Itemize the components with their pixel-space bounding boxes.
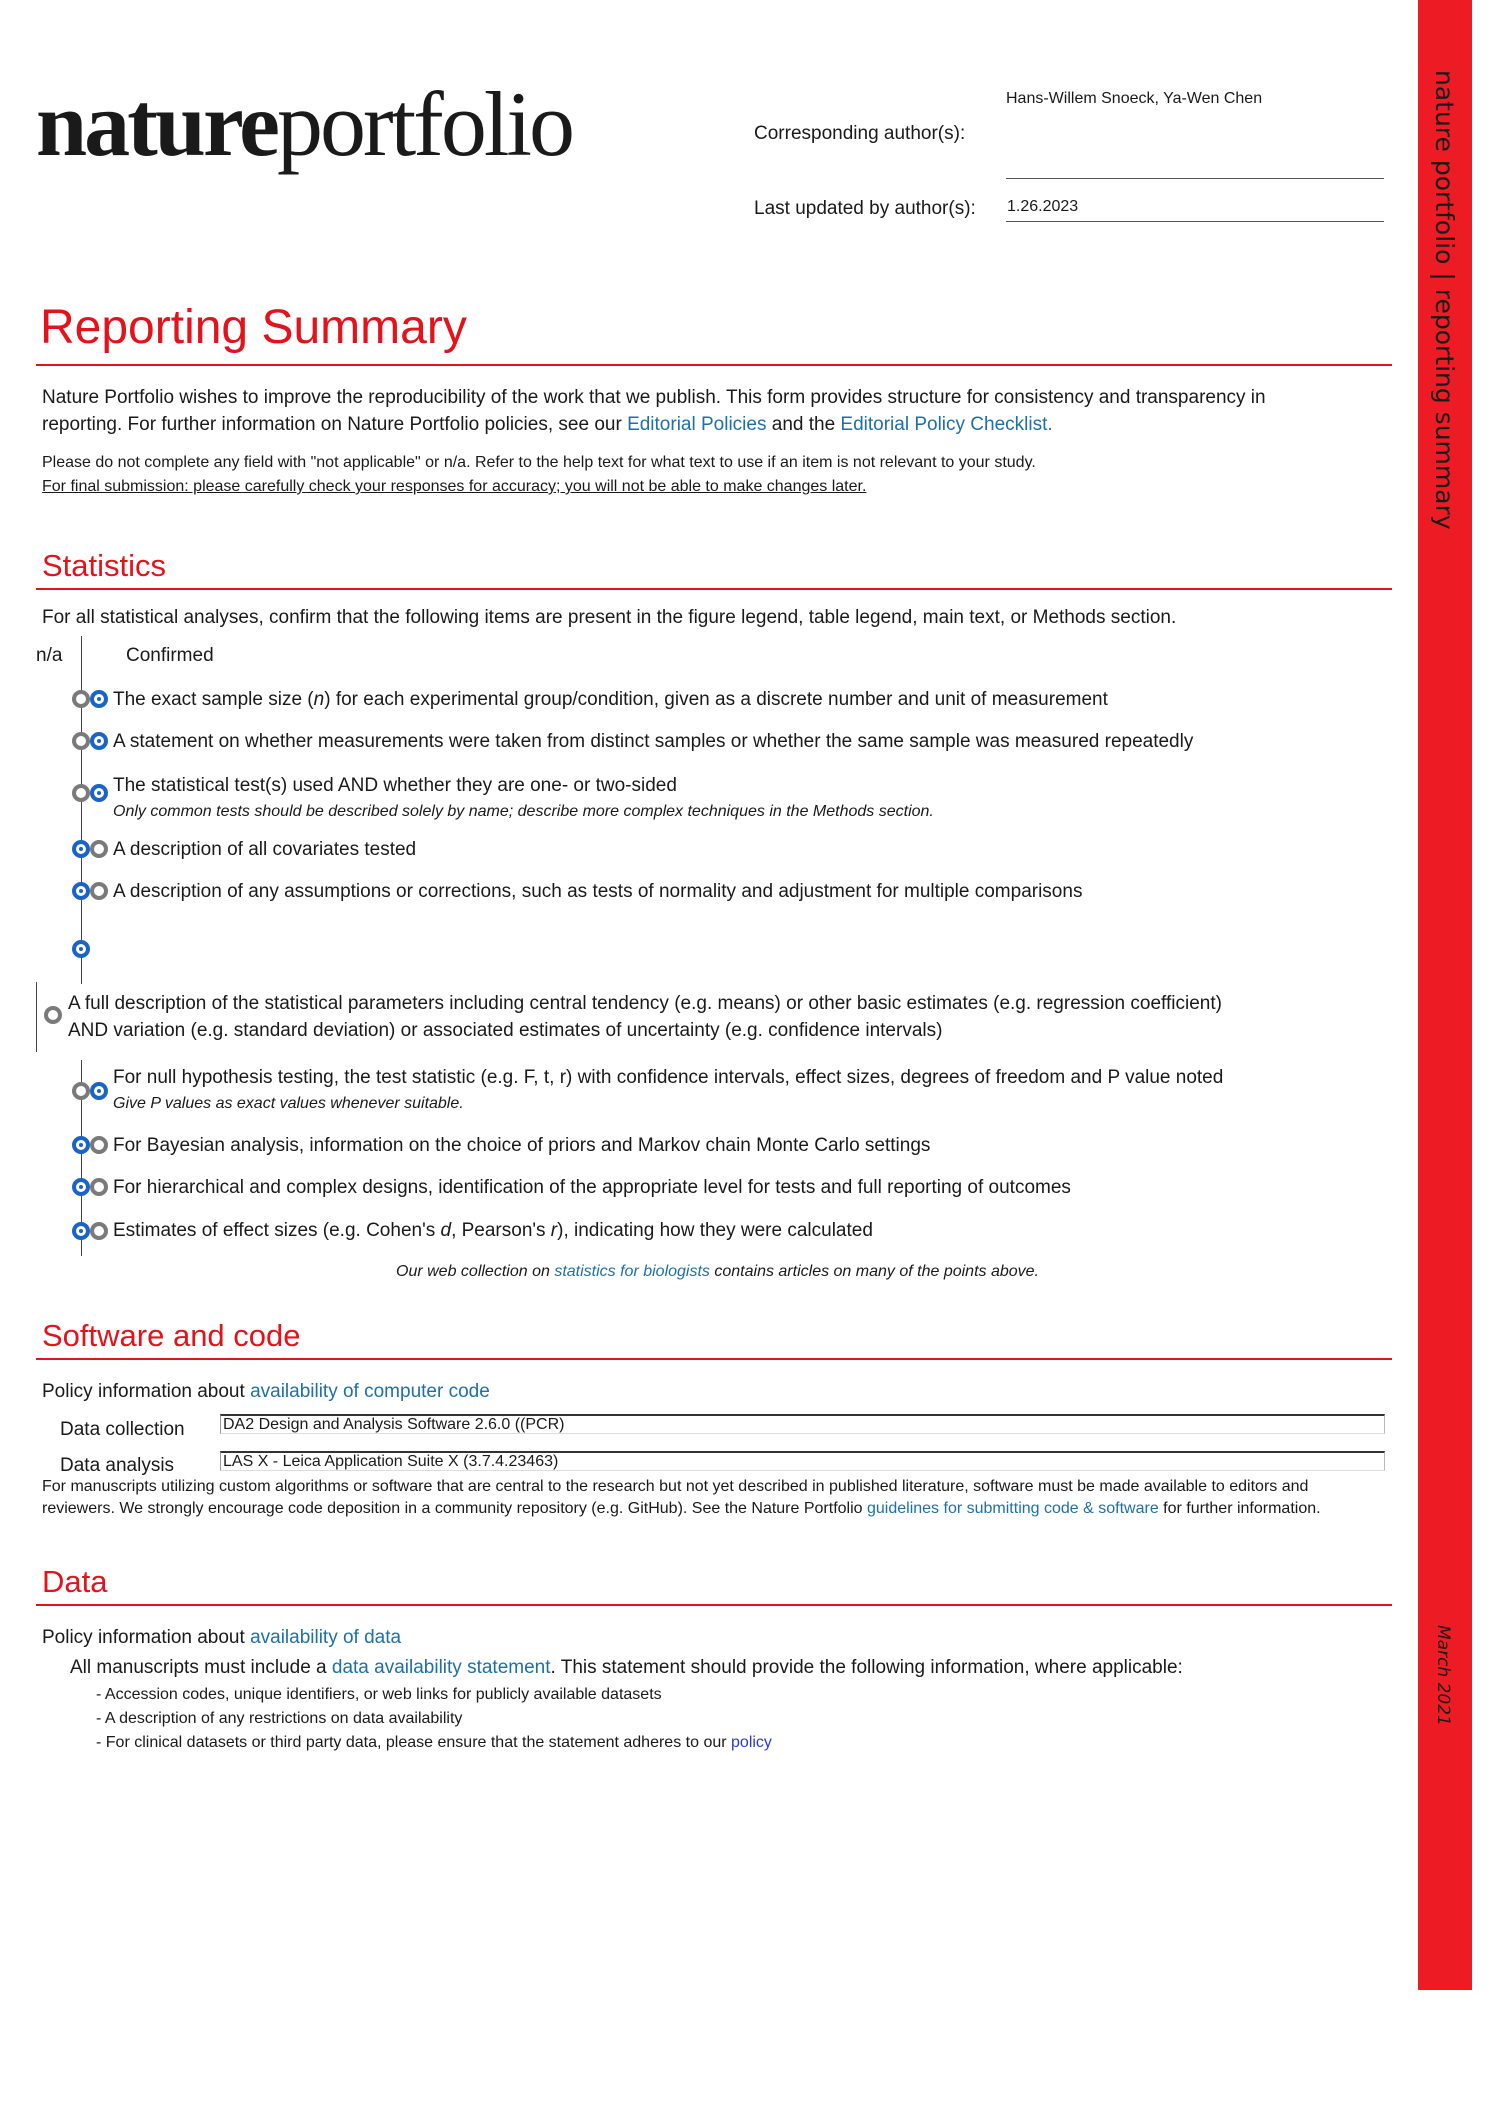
sidebar-date: March 2021	[1433, 1625, 1453, 1726]
item6-na-radio[interactable]	[44, 1006, 62, 1024]
last-updated-value[interactable]: 1.26.2023	[1007, 198, 1079, 215]
corresponding-author-label: Corresponding author(s):	[754, 123, 966, 144]
logo-regular: portfolio	[276, 73, 572, 175]
logo	[36, 73, 572, 175]
item1-text: The exact sample size (n) for each experimental group/condition, given as a discrete number and unit of measurement	[113, 689, 1108, 710]
intro-line-2: reporting. For further information on Nature Portfolio policies, see our Editorial Policies and the Editorial Policy Checklist.	[42, 414, 1053, 435]
item5-confirmed-radio[interactable]	[90, 882, 108, 900]
data-analysis-field[interactable]: LAS X - Leica Application Suite X (3.7.4.23463)	[220, 1451, 1385, 1471]
checklist-divider-top	[81, 636, 82, 984]
last-updated-underline	[1006, 221, 1384, 222]
item4-na-radio[interactable]	[72, 840, 90, 858]
statistics-lead: For all statistical analyses, confirm that the following items are present in the figure legend, table legend, main text, or Methods section.	[42, 607, 1177, 628]
data-availability-statement-link[interactable]: data availability statement	[331, 1657, 551, 1678]
item5-na-radio[interactable]	[72, 882, 90, 900]
software-rule	[36, 1358, 1392, 1360]
item7-na-radio[interactable]	[72, 1082, 90, 1100]
statistics-footer: Our web collection on statistics for biologists contains articles on many of the points above.	[396, 1263, 1039, 1280]
editorial-policies-link[interactable]: Editorial Policies	[627, 414, 767, 435]
intro-line-1: Nature Portfolio wishes to improve the reproducibility of the work that we publish. This form provides structure for consistency and transparency in	[42, 387, 1266, 408]
item2-text: A statement on whether measurements were taken from distinct samples or whether the same sample was measured repeatedly	[113, 731, 1194, 752]
policy-link[interactable]: policy	[731, 1734, 772, 1751]
data-policy: Policy information about availability of data	[42, 1627, 402, 1648]
item3-text: The statistical test(s) used AND whether they are one- or two-sided	[113, 775, 677, 796]
item7-confirmed-radio[interactable]	[90, 1082, 108, 1100]
item2-na-radio[interactable]	[72, 732, 90, 750]
item2-confirmed-radio[interactable]	[90, 732, 108, 750]
item10-text: Estimates of effect sizes (e.g. Cohen's d, Pearson's r), indicating how they were calculated	[113, 1220, 873, 1241]
item3-confirmed-radio[interactable]	[90, 784, 108, 802]
item7-subtext: Give P values as exact values whenever suitable.	[113, 1095, 464, 1112]
stray-radio[interactable]	[72, 940, 90, 958]
item8-na-radio[interactable]	[72, 1136, 90, 1154]
corresponding-author-value[interactable]: Hans-Willem Snoeck, Ya-Wen Chen	[1006, 90, 1263, 107]
software-note: For manuscripts utilizing custom algorithms or software that are central to the research but not yet described in published literature, software must be made available to editors and reviewers. We strongly encourage code deposition in a community repository (e.g. GitHub). See the Nature Portfolio guidelines for submitting code & software for further information.	[42, 1478, 1321, 1517]
intro-note-1: Please do not complete any field with "not applicable" or n/a. Refer to the help text for what text to use if an item is not relevant to your study.	[42, 454, 1036, 471]
data-analysis-label: Data analysis	[60, 1455, 175, 1476]
item7-text: For null hypothesis testing, the test statistic (e.g. F, t, r) with confidence intervals, effect sizes, degrees of freedom and P value noted	[113, 1067, 1224, 1088]
item3-subtext: Only common tests should be described solely by name; describe more complex techniques in the Methods section.	[113, 803, 934, 820]
item9-na-radio[interactable]	[72, 1178, 90, 1196]
data-bullet-3: - For clinical datasets or third party data, please ensure that the statement adheres to our policy	[96, 1734, 772, 1751]
availability-of-data-link[interactable]: availability of data	[250, 1627, 402, 1648]
item8-confirmed-radio[interactable]	[90, 1136, 108, 1154]
page-title: Reporting Summary	[40, 301, 467, 354]
data-rule	[36, 1604, 1392, 1606]
item6-text: A full description of the statistical parameters including central tendency (e.g. means) or other basic estimates (e.g. regression coefficient) AND variation (e.g. standard deviation) or associated estimates of uncertainty (e.g. confidence intervals)	[68, 993, 1222, 1041]
item1-na-radio[interactable]	[72, 690, 90, 708]
editorial-checklist-link[interactable]: Editorial Policy Checklist	[840, 414, 1048, 435]
availability-of-code-link[interactable]: availability of computer code	[250, 1381, 490, 1402]
statistics-rule	[36, 588, 1392, 590]
data-collection-label: Data collection	[60, 1419, 185, 1440]
sidebar-title: nature portfolio | reporting summary	[1430, 70, 1459, 530]
item10-confirmed-radio[interactable]	[90, 1222, 108, 1240]
code-guidelines-link[interactable]: guidelines for submitting code & software	[867, 1500, 1159, 1517]
item4-text: A description of all covariates tested	[113, 839, 417, 860]
item10-na-radio[interactable]	[72, 1222, 90, 1240]
col-confirmed-header: Confirmed	[126, 645, 214, 666]
data-bullet-2: - A description of any restrictions on data availability	[96, 1710, 463, 1727]
data-lead: All manuscripts must include a data availability statement. This statement should provide the following information, where applicable:	[70, 1657, 1183, 1678]
checklist-divider-mid	[36, 982, 37, 1052]
intro-paragraph	[42, 384, 1266, 438]
software-policy: Policy information about availability of computer code	[42, 1381, 490, 1402]
statistics-for-biologists-link[interactable]: statistics for biologists	[554, 1263, 710, 1280]
data-collection-field[interactable]: DA2 Design and Analysis Software 2.6.0 ((PCR)	[220, 1414, 1385, 1434]
item9-confirmed-radio[interactable]	[90, 1178, 108, 1196]
col-na-header: n/a	[36, 645, 63, 666]
corresponding-author-underline	[1006, 178, 1384, 179]
item8-text: For Bayesian analysis, information on the choice of priors and Markov chain Monte Carlo settings	[113, 1135, 931, 1156]
item4-confirmed-radio[interactable]	[90, 840, 108, 858]
last-updated-label: Last updated by author(s):	[754, 198, 976, 219]
statistics-heading: Statistics	[42, 548, 167, 583]
data-heading: Data	[42, 1564, 108, 1599]
item3-na-radio[interactable]	[72, 784, 90, 802]
logo-bold: nature	[36, 73, 277, 175]
intro-note-2: For final submission: please carefully check your responses for accuracy; you will not be able to make changes later.	[42, 478, 867, 495]
item5-text: A description of any assumptions or corrections, such as tests of normality and adjustment for multiple comparisons	[113, 881, 1083, 902]
software-heading: Software and code	[42, 1318, 301, 1353]
title-rule	[36, 364, 1392, 366]
data-bullet-1: - Accession codes, unique identifiers, or web links for publicly available datasets	[96, 1686, 662, 1703]
item1-confirmed-radio[interactable]	[90, 690, 108, 708]
item9-text: For hierarchical and complex designs, identification of the appropriate level for tests and full reporting of outcomes	[113, 1177, 1071, 1198]
